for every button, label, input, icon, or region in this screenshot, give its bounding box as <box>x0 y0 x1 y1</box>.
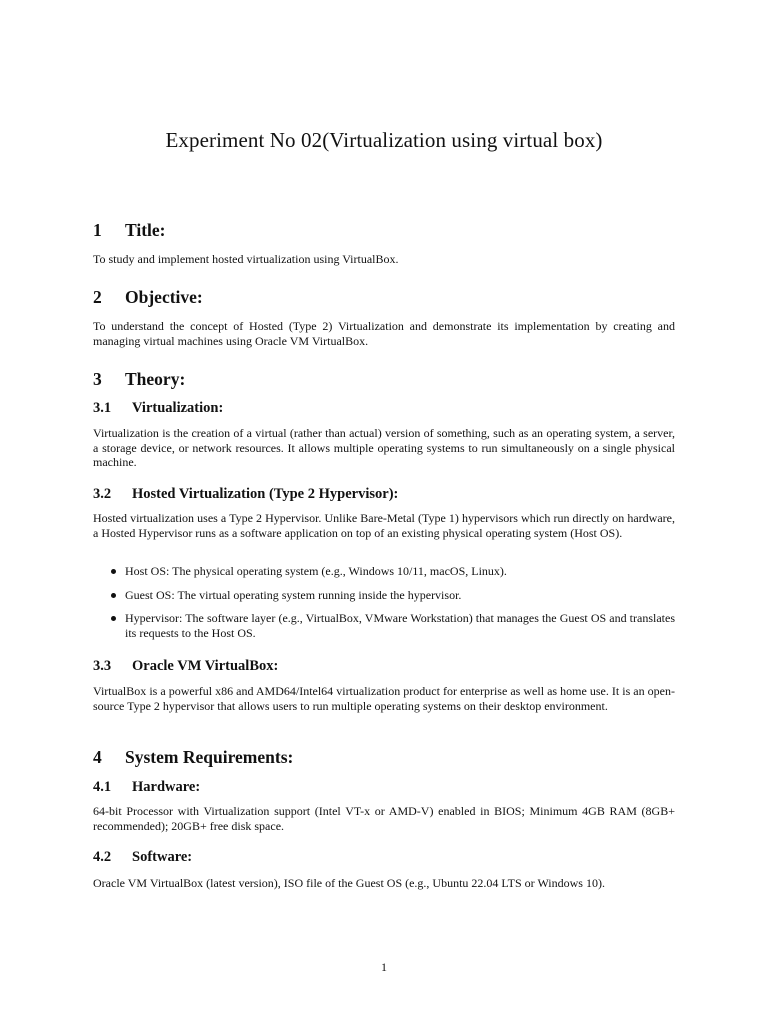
subsection-label: Virtualization: <box>132 400 224 416</box>
oracle-virtualbox-paragraph: VirtualBox is a powerful x86 and AMD64/Intel64 virtualization product for enterprise as well as home use. It is an open-source Type 2 hypervisor that allows users to run multiple operating systems on their desktop environment. <box>93 684 675 713</box>
objective-paragraph: To understand the concept of Hosted (Type 2) Virtualization and demonstrate its implementation by creating and managing virtual machines using Oracle VM VirtualBox. <box>93 319 675 348</box>
subsection-number: 3.1 <box>93 400 112 416</box>
hardware-paragraph: 64-bit Processor with Virtualization support (Intel VT-x or AMD-V) enabled in BIOS; Minimum 4GB RAM (8GB+ recommended); 20GB+ free disk space. <box>93 804 675 833</box>
list-item <box>108 564 675 579</box>
software-paragraph: Oracle VM VirtualBox (latest version), ISO file of the Guest OS (e.g., Ubuntu 22.04 LTS or Windows 10). <box>93 876 605 890</box>
bullet-icon <box>111 569 116 574</box>
subsection-label: Hosted Virtualization (Type 2 Hypervisor): <box>132 486 399 502</box>
section-label: System Requirements: <box>125 747 294 767</box>
subsection-number: 3.3 <box>93 658 112 674</box>
section-heading-title <box>93 220 166 241</box>
section-number: 2 <box>93 287 102 307</box>
subsection-heading-hosted-virtualization <box>93 486 398 503</box>
list-item-text: Host OS: The physical operating system (e.g., Windows 10/11, macOS, Linux). <box>125 564 507 578</box>
section-label: Title: <box>125 220 166 240</box>
list-item-text: Hypervisor: The software layer (e.g., VirtualBox, VMware Workstation) that manages the Guest OS and translates its requests to the Host OS. <box>125 611 675 640</box>
list-item <box>108 588 675 603</box>
subsection-heading-hardware <box>93 779 200 796</box>
subsection-heading-oracle-virtualbox <box>93 658 278 675</box>
section-number: 3 <box>93 369 102 389</box>
subsection-label: Hardware: <box>132 779 201 795</box>
list-item-text: Guest OS: The virtual operating system running inside the hypervisor. <box>125 587 462 602</box>
title-paragraph: To study and implement hosted virtualization using VirtualBox. <box>93 252 399 266</box>
hypervisor-bullet-list <box>108 564 675 649</box>
bullet-icon <box>111 616 116 621</box>
section-number: 1 <box>93 220 102 240</box>
section-heading-theory <box>93 369 185 390</box>
hosted-virtualization-paragraph: Hosted virtualization uses a Type 2 Hypervisor. Unlike Bare-Metal (Type 1) hypervisors which run directly on hardware, a Hosted Hypervisor runs as a software application on top of an existing physical operating system (Host OS). <box>93 511 675 540</box>
virtualization-paragraph: Virtualization is the creation of a virtual (rather than actual) version of something, such as an operating system, a server, a storage device, or network resources. It allows multiple operating systems to run simultaneously on a single physical machine. <box>93 426 675 470</box>
subsection-label: Oracle VM VirtualBox: <box>132 658 279 674</box>
section-label: Theory: <box>125 369 186 389</box>
subsection-heading-virtualization <box>93 400 223 417</box>
section-number: 4 <box>93 747 102 767</box>
document-title: Experiment No 02(Virtualization using virtual box) <box>165 128 603 152</box>
section-heading-system-requirements <box>93 747 293 768</box>
subsection-label: Software: <box>132 849 193 865</box>
subsection-number: 4.1 <box>93 779 112 795</box>
section-label: Objective: <box>125 287 203 307</box>
subsection-number: 4.2 <box>93 849 112 865</box>
subsection-number: 3.2 <box>93 486 112 502</box>
section-heading-objective <box>93 287 203 308</box>
page-number: 1 <box>381 960 387 974</box>
bullet-icon <box>111 593 116 598</box>
subsection-heading-software <box>93 849 192 866</box>
list-item <box>108 611 675 640</box>
